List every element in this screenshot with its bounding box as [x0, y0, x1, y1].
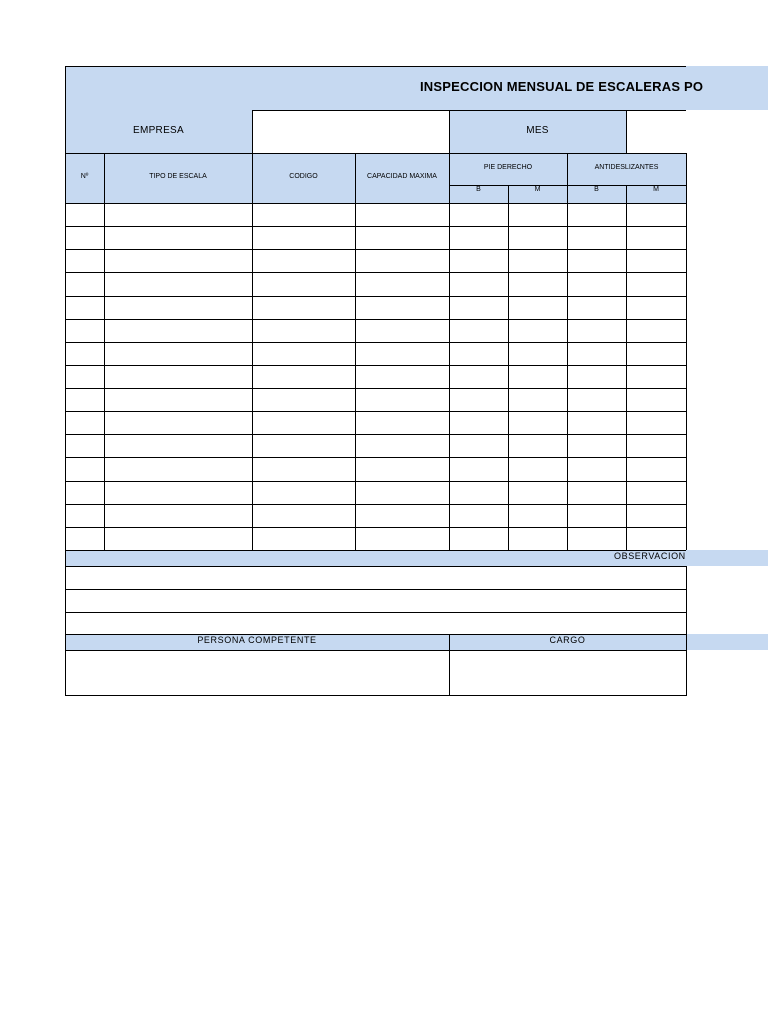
- line-sign-header: [65, 650, 686, 651]
- table-cell[interactable]: [66, 320, 104, 342]
- table-cell[interactable]: [66, 505, 104, 527]
- table-cell[interactable]: [627, 366, 686, 388]
- line-sign-divider: [449, 634, 450, 696]
- table-cell[interactable]: [568, 227, 626, 249]
- table-cell[interactable]: [509, 528, 567, 550]
- sub-anti-b: B: [594, 186, 599, 193]
- table-cell[interactable]: [253, 297, 355, 319]
- form-title: INSPECCION MENSUAL DE ESCALERAS PO: [420, 79, 704, 94]
- table-cell[interactable]: [105, 482, 252, 504]
- table-cell[interactable]: [627, 343, 686, 365]
- mes-label: MES: [526, 125, 549, 136]
- table-cell[interactable]: [66, 250, 104, 272]
- table-cell[interactable]: [105, 320, 252, 342]
- persona-field[interactable]: [65, 650, 449, 695]
- table-cell[interactable]: [627, 320, 686, 342]
- sub-pie-b: B: [476, 186, 481, 193]
- table-cell[interactable]: [356, 320, 449, 342]
- cargo-field[interactable]: [449, 650, 686, 695]
- table-cell[interactable]: [356, 250, 449, 272]
- table-cell[interactable]: [627, 505, 686, 527]
- table-cell[interactable]: [627, 250, 686, 272]
- table-cell[interactable]: [356, 227, 449, 249]
- table-cell[interactable]: [568, 528, 626, 550]
- table-cell[interactable]: [450, 227, 508, 249]
- table-cell[interactable]: [105, 435, 252, 457]
- table-cell[interactable]: [356, 505, 449, 527]
- table-cell[interactable]: [568, 273, 626, 295]
- table-cell[interactable]: [450, 297, 508, 319]
- persona-label: PERSONA COMPETENTE: [197, 635, 317, 645]
- col-capacidad: CAPACIDAD MAXIMA: [367, 173, 437, 180]
- table-cell[interactable]: [66, 204, 104, 226]
- table-cell[interactable]: [105, 297, 252, 319]
- line-obs-2: [65, 589, 686, 590]
- table-cell[interactable]: [568, 320, 626, 342]
- table-cell[interactable]: [105, 343, 252, 365]
- table-cell[interactable]: [253, 505, 355, 527]
- table-cell[interactable]: [105, 458, 252, 480]
- table-cell[interactable]: [509, 435, 567, 457]
- table-cell[interactable]: [509, 505, 567, 527]
- mes-field[interactable]: [626, 110, 686, 153]
- table-cell[interactable]: [253, 435, 355, 457]
- table-cell[interactable]: [356, 482, 449, 504]
- table-cell[interactable]: [627, 482, 686, 504]
- table-cell[interactable]: [356, 389, 449, 411]
- table-cell[interactable]: [509, 273, 567, 295]
- table-cell[interactable]: [66, 412, 104, 434]
- table-cell[interactable]: [105, 273, 252, 295]
- table-cell[interactable]: [568, 204, 626, 226]
- col-codigo: CODIGO: [289, 173, 318, 180]
- table-cell[interactable]: [627, 227, 686, 249]
- table-cell[interactable]: [568, 366, 626, 388]
- table-cell[interactable]: [450, 250, 508, 272]
- table-cell[interactable]: [450, 204, 508, 226]
- table-cell[interactable]: [509, 412, 567, 434]
- table-cell[interactable]: [356, 528, 449, 550]
- table-cell[interactable]: [450, 412, 508, 434]
- table-cell[interactable]: [356, 412, 449, 434]
- table-cell[interactable]: [105, 505, 252, 527]
- table-cell[interactable]: [509, 389, 567, 411]
- table-cell[interactable]: [105, 227, 252, 249]
- table-cell[interactable]: [450, 435, 508, 457]
- table-cell[interactable]: [509, 227, 567, 249]
- table-cell[interactable]: [356, 435, 449, 457]
- table-cell[interactable]: [627, 528, 686, 550]
- table-cell[interactable]: [253, 389, 355, 411]
- table-cell[interactable]: [356, 204, 449, 226]
- table-cell[interactable]: [253, 320, 355, 342]
- table-cell[interactable]: [568, 482, 626, 504]
- line-header-top: [65, 153, 686, 154]
- table-cell[interactable]: [66, 435, 104, 457]
- table-cell[interactable]: [253, 343, 355, 365]
- table-cell[interactable]: [568, 505, 626, 527]
- table-cell[interactable]: [105, 204, 252, 226]
- border-right: [686, 153, 687, 550]
- table-cell[interactable]: [509, 458, 567, 480]
- table-cell[interactable]: [253, 273, 355, 295]
- table-cell[interactable]: [253, 412, 355, 434]
- border-right-lower: [686, 566, 687, 696]
- table-cell[interactable]: [509, 250, 567, 272]
- table-cell[interactable]: [253, 458, 355, 480]
- table-cell[interactable]: [450, 458, 508, 480]
- table-cell[interactable]: [568, 250, 626, 272]
- observaciones-label: OBSERVACION: [614, 551, 686, 561]
- table-cell[interactable]: [509, 482, 567, 504]
- table-cell[interactable]: [568, 412, 626, 434]
- table-cell[interactable]: [253, 482, 355, 504]
- table-cell[interactable]: [450, 389, 508, 411]
- col-numero: Nº: [80, 173, 89, 180]
- sub-anti-m: M: [653, 186, 659, 193]
- line-empresa-right: [449, 110, 450, 154]
- table-cell[interactable]: [66, 458, 104, 480]
- empresa-field[interactable]: [252, 110, 449, 153]
- table-cell[interactable]: [105, 366, 252, 388]
- table-cell[interactable]: [66, 227, 104, 249]
- table-cell[interactable]: [356, 297, 449, 319]
- table-cell[interactable]: [66, 366, 104, 388]
- table-cell[interactable]: [568, 435, 626, 457]
- line-mes-left: [626, 110, 627, 154]
- empresa-label: EMPRESA: [132, 125, 184, 136]
- table-cell[interactable]: [509, 366, 567, 388]
- line-obs-1: [65, 566, 686, 567]
- table-cell[interactable]: [450, 366, 508, 388]
- table-cell[interactable]: [627, 435, 686, 457]
- table-cell[interactable]: [568, 458, 626, 480]
- table-cell[interactable]: [105, 389, 252, 411]
- table-cell[interactable]: [356, 343, 449, 365]
- table-cell[interactable]: [253, 204, 355, 226]
- table-cell[interactable]: [356, 458, 449, 480]
- line-sign-top: [65, 634, 686, 635]
- table-cell[interactable]: [253, 366, 355, 388]
- line-empresa-top: [252, 110, 686, 111]
- table-cell[interactable]: [509, 297, 567, 319]
- border-top: [65, 66, 686, 67]
- table-cell[interactable]: [356, 273, 449, 295]
- table-cell[interactable]: [66, 528, 104, 550]
- table-cell[interactable]: [509, 204, 567, 226]
- table-cell[interactable]: [450, 273, 508, 295]
- table-cell[interactable]: [450, 320, 508, 342]
- table-cell[interactable]: [105, 412, 252, 434]
- table-cell[interactable]: [627, 412, 686, 434]
- table-cell[interactable]: [627, 273, 686, 295]
- table-cell[interactable]: [66, 297, 104, 319]
- table-cell[interactable]: [450, 528, 508, 550]
- col-tipo: TIPO DE ESCALA: [149, 173, 207, 180]
- sub-pie-m: M: [534, 186, 541, 193]
- table-cell[interactable]: [627, 204, 686, 226]
- table-cell[interactable]: [105, 250, 252, 272]
- table-cell[interactable]: [450, 343, 508, 365]
- table-cell[interactable]: [66, 389, 104, 411]
- table-cell[interactable]: [627, 389, 686, 411]
- table-cell[interactable]: [66, 273, 104, 295]
- table-cell[interactable]: [627, 297, 686, 319]
- table-cell[interactable]: [253, 227, 355, 249]
- inspection-form: [65, 66, 768, 696]
- table-cell[interactable]: [253, 528, 355, 550]
- table-cell[interactable]: [509, 320, 567, 342]
- table-cell[interactable]: [568, 343, 626, 365]
- table-cell[interactable]: [450, 482, 508, 504]
- border-bottom: [65, 695, 686, 696]
- table-cell[interactable]: [66, 343, 104, 365]
- table-cell[interactable]: [568, 297, 626, 319]
- table-cell[interactable]: [105, 528, 252, 550]
- table-cell[interactable]: [450, 505, 508, 527]
- cargo-label: CARGO: [549, 635, 586, 645]
- table-cell[interactable]: [356, 366, 449, 388]
- row-divider: [65, 550, 686, 551]
- line-empresa-left: [252, 110, 253, 154]
- table-cell[interactable]: [509, 343, 567, 365]
- col-antideslizantes: ANTIDESLIZANTES: [594, 164, 659, 171]
- col-pie-derecho: PIE DERECHO: [483, 164, 533, 171]
- table-cell[interactable]: [627, 458, 686, 480]
- table-cell[interactable]: [568, 389, 626, 411]
- line-obs-3: [65, 612, 686, 613]
- table-cell[interactable]: [66, 482, 104, 504]
- table-cell[interactable]: [253, 250, 355, 272]
